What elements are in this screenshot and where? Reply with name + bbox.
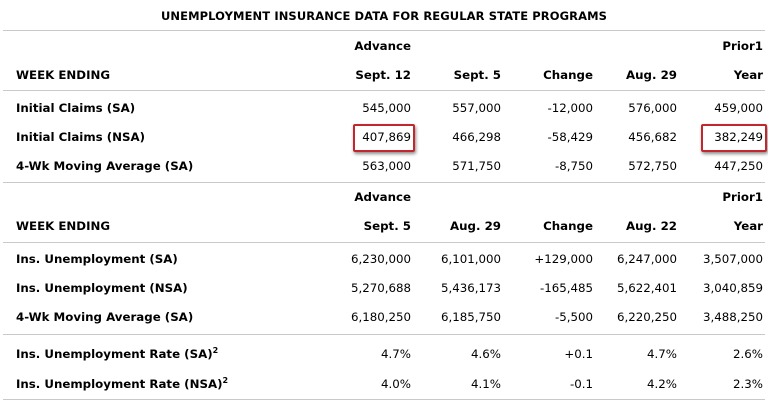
unemployment-table — [3, 2, 765, 402]
table-cell: 447,250 — [714, 159, 763, 173]
table-cell: -8,750 — [554, 159, 593, 173]
table-cell: 3,040,859 — [702, 281, 763, 295]
column-header: Year — [733, 68, 763, 82]
table-cell: 4.0% — [381, 377, 411, 391]
table-cell: 571,750 — [452, 159, 501, 173]
column-header: Year — [733, 219, 763, 233]
divider — [3, 399, 765, 400]
table-cell: 6,180,250 — [350, 310, 411, 324]
table-cell: -5,500 — [554, 310, 593, 324]
table-cell: 382,249 — [714, 130, 763, 144]
table-cell: 6,247,000 — [616, 252, 677, 266]
column-header: Aug. 29 — [626, 68, 677, 82]
table-cell: 5,270,688 — [350, 281, 411, 295]
column-header: Sept. 5 — [363, 219, 411, 233]
row-label: Ins. Unemployment Rate (NSA)$^2$ — [16, 376, 229, 391]
table-cell: 5,622,401 — [616, 281, 677, 295]
advance-label: Advance — [354, 190, 411, 204]
prior-label: Prior1 — [722, 39, 763, 53]
table-cell: -12,000 — [547, 101, 593, 115]
divider — [3, 334, 765, 335]
divider — [3, 182, 765, 183]
table-cell: -58,429 — [547, 130, 593, 144]
row-label: 4-Wk Moving Average (SA) — [16, 159, 194, 173]
highlight-box — [353, 124, 415, 152]
table-cell: 456,682 — [628, 130, 677, 144]
divider — [3, 90, 765, 91]
column-header: Aug. 29 — [450, 219, 501, 233]
column-header: Change — [543, 219, 593, 233]
table-cell: 563,000 — [362, 159, 411, 173]
table-cell: -0.1 — [569, 377, 593, 391]
table-cell: 2.6% — [733, 347, 763, 361]
advance-label: Advance — [354, 39, 411, 53]
row-label: Initial Claims (NSA) — [16, 130, 146, 144]
row-label: Ins. Unemployment Rate (SA)$^2$ — [16, 346, 219, 361]
week-ending-label: WEEK ENDING — [16, 68, 111, 82]
row-label: Ins. Unemployment (SA) — [16, 252, 178, 266]
table-cell: 5,436,173 — [440, 281, 501, 295]
table-cell: 3,488,250 — [702, 310, 763, 324]
table-cell: 6,220,250 — [616, 310, 677, 324]
table-cell: 6,101,000 — [440, 252, 501, 266]
prior-label: Prior1 — [722, 190, 763, 204]
footnote-marker: 2 — [212, 346, 219, 355]
table-cell: 466,298 — [452, 130, 501, 144]
table-cell: 572,750 — [628, 159, 677, 173]
column-header: Sept. 5 — [453, 68, 501, 82]
column-header: Change — [543, 68, 593, 82]
table-cell: 4.2% — [647, 377, 677, 391]
table-cell: 459,000 — [714, 101, 763, 115]
table-cell: 3,507,000 — [702, 252, 763, 266]
row-label: Ins. Unemployment (NSA) — [16, 281, 188, 295]
row-label: Initial Claims (SA) — [16, 101, 136, 115]
table-cell: 4.6% — [471, 347, 501, 361]
divider — [3, 30, 765, 31]
table-cell: +129,000 — [534, 252, 593, 266]
highlight-box — [701, 124, 767, 152]
column-header: Sept. 12 — [355, 68, 411, 82]
table-cell: 4.7% — [381, 347, 411, 361]
footnote-marker: 2 — [222, 376, 229, 385]
table-cell: 4.7% — [647, 347, 677, 361]
row-label: 4-Wk Moving Average (SA) — [16, 310, 194, 324]
table-cell: +0.1 — [564, 347, 593, 361]
table-cell: 557,000 — [452, 101, 501, 115]
table-title: UNEMPLOYMENT INSURANCE DATA FOR REGULAR STATE PROGRAMS — [160, 9, 608, 23]
table-cell: 545,000 — [362, 101, 411, 115]
column-header: Aug. 22 — [626, 219, 677, 233]
divider — [3, 242, 765, 243]
table-cell: 6,230,000 — [350, 252, 411, 266]
table-cell: 407,869 — [362, 130, 411, 144]
week-ending-label: WEEK ENDING — [16, 219, 111, 233]
table-cell: 2.3% — [733, 377, 763, 391]
table-cell: 6,185,750 — [440, 310, 501, 324]
table-cell: -165,485 — [539, 281, 593, 295]
table-cell: 4.1% — [471, 377, 501, 391]
table-cell: 576,000 — [628, 101, 677, 115]
